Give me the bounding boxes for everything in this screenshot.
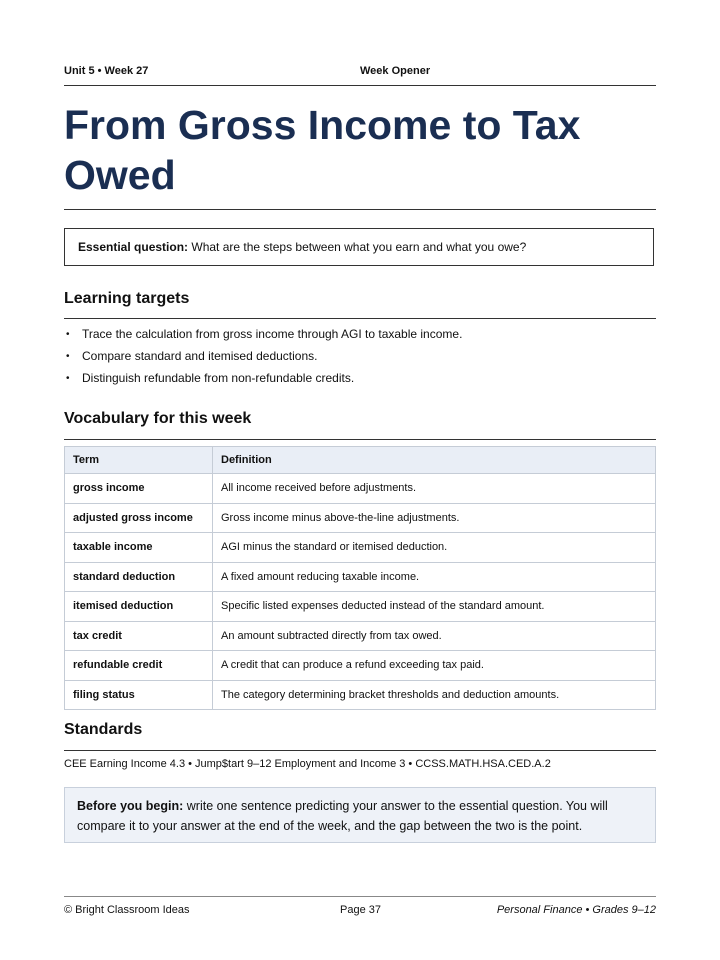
definition-cell: Specific listed expenses deducted instead of the standard amount. xyxy=(213,592,656,622)
definition-cell: All income received before adjustments. xyxy=(213,474,656,504)
table-row xyxy=(65,503,656,533)
definition-cell: Gross income minus above-the-line adjustments. xyxy=(213,503,656,533)
table-row xyxy=(65,562,656,592)
list-item: • Distinguish refundable from non-refundable credits. xyxy=(64,370,462,392)
unit-week-label: Unit 5 • Week 27 xyxy=(64,65,149,77)
definition-cell: A credit that can produce a refund exceeding tax paid. xyxy=(213,651,656,681)
definition-cell: The category determining bracket thresholds and deduction amounts. xyxy=(213,680,656,710)
standards-text: CEE Earning Income 4.3 • Jump$tart 9–12 Employment and Income 3 • CCSS.MATH.HSA.CED.A.2 xyxy=(64,758,551,770)
page-title: From Gross Income to Tax Owed xyxy=(64,102,581,198)
term-cell: taxable income xyxy=(65,533,213,563)
vocabulary-divider xyxy=(64,439,656,440)
learning-targets-list xyxy=(64,326,462,392)
before-you-begin-label: Before you begin: xyxy=(77,799,184,813)
vocabulary-table xyxy=(64,446,656,710)
standards-heading: Standards xyxy=(64,721,143,738)
term-cell: tax credit xyxy=(65,621,213,651)
table-row xyxy=(65,592,656,622)
definition-cell: An amount subtracted directly from tax owed. xyxy=(213,621,656,651)
list-item: • Compare standard and itemised deductions. xyxy=(64,348,462,370)
before-you-begin-box xyxy=(64,787,656,843)
page-number: Page 37 xyxy=(340,904,381,916)
title-divider xyxy=(64,209,656,210)
before-you-begin-text: write one sentence predicting your answer to the essential question. You will compare it to your answer at the end of the week, and the gap between the two is the point. xyxy=(77,799,608,833)
page-header xyxy=(64,63,656,86)
term-cell: adjusted gross income xyxy=(65,503,213,533)
column-header-term: Term xyxy=(65,447,213,474)
table-row xyxy=(65,474,656,504)
page-footer xyxy=(64,896,656,916)
list-item: • Trace the calculation from gross income through AGI to taxable income. xyxy=(64,326,462,348)
table-header-row xyxy=(65,447,656,474)
learning-targets-heading: Learning targets xyxy=(64,290,190,307)
essential-question-box xyxy=(64,228,654,266)
table-row xyxy=(65,680,656,710)
term-cell: standard deduction xyxy=(65,562,213,592)
table-row xyxy=(65,651,656,681)
table-row xyxy=(65,533,656,563)
term-cell: gross income xyxy=(65,474,213,504)
publisher-label: © Bright Classroom Ideas xyxy=(64,904,190,916)
term-cell: itemised deduction xyxy=(65,592,213,622)
worksheet-page xyxy=(64,0,656,960)
table-row xyxy=(65,621,656,651)
vocabulary-heading: Vocabulary for this week xyxy=(64,410,252,427)
course-label: Personal Finance • Grades 9–12 xyxy=(496,904,656,916)
term-cell: filing status xyxy=(65,680,213,710)
section-label: Week Opener xyxy=(360,65,431,77)
definition-cell: A fixed amount reducing taxable income. xyxy=(213,562,656,592)
essential-question-label: Essential question: xyxy=(78,240,189,254)
definition-cell: AGI minus the standard or itemised deduction. xyxy=(213,533,656,563)
standards-divider xyxy=(64,750,656,751)
term-cell: refundable credit xyxy=(65,651,213,681)
learning-targets-divider xyxy=(64,318,656,319)
column-header-definition: Definition xyxy=(213,447,656,474)
essential-question-text: What are the steps between what you earn and what you owe? xyxy=(191,240,527,254)
